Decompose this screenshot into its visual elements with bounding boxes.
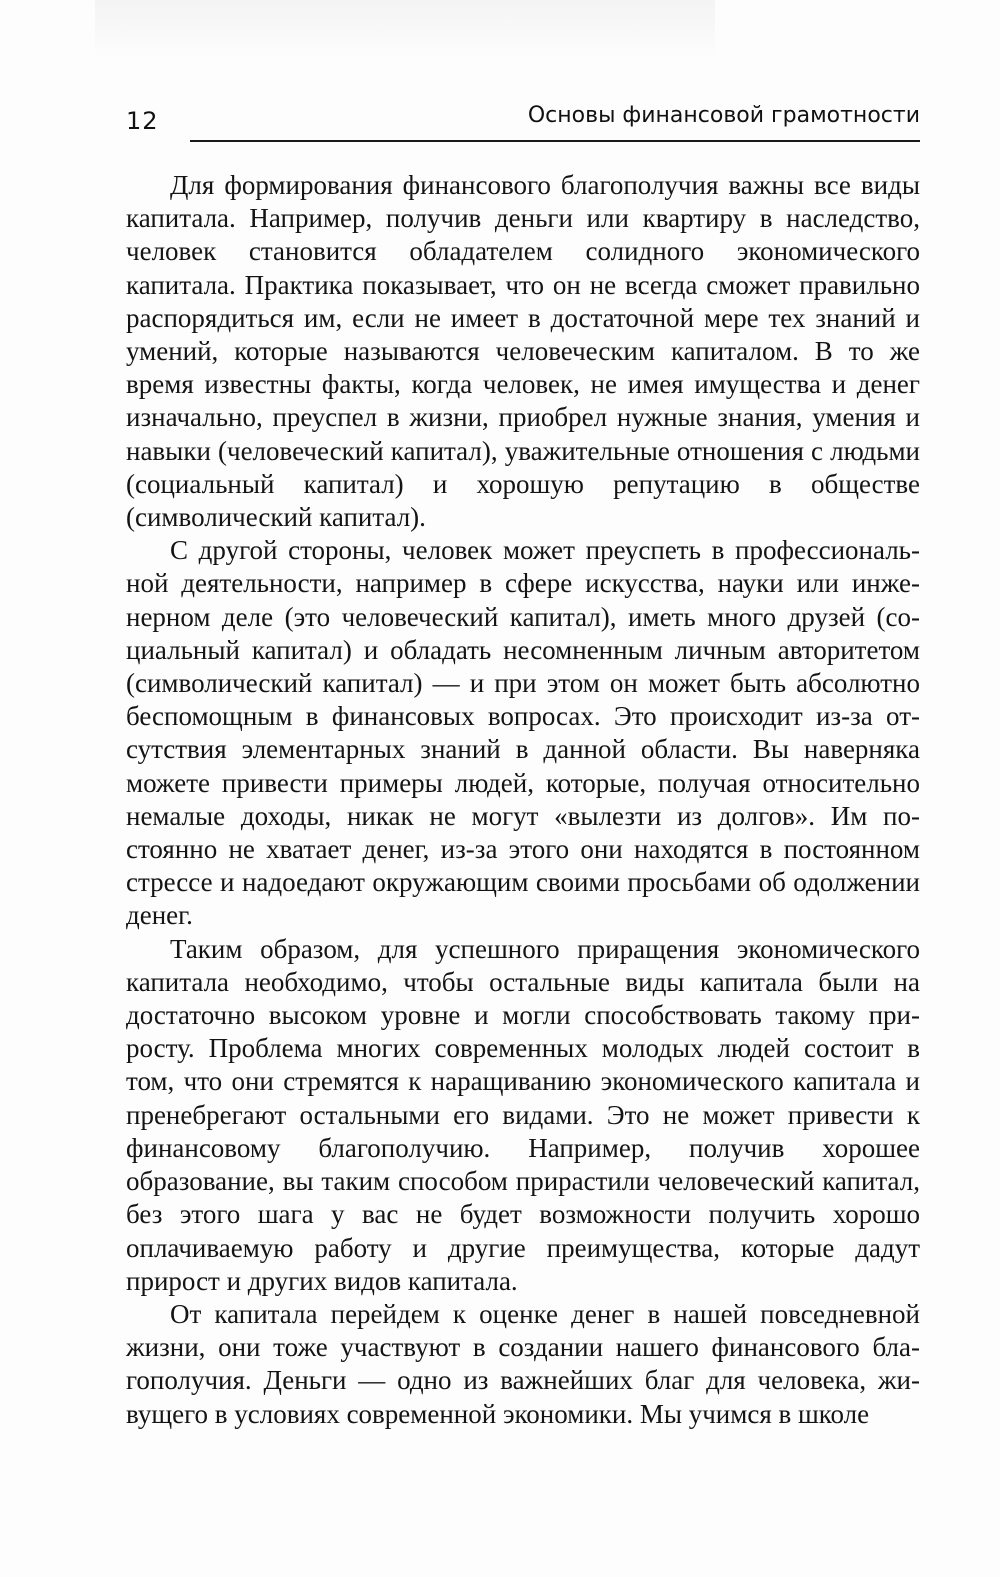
paragraph-3: Таким образом, для успешного приращения экономического капитала необходимо, чтобы остальные виды капитала были на достаточно высоком уровне и могли способствовать такому приросту. Проблема многих современных молодых людей состоит в том, что они стремятся к наращиванию экономического капитала и пренебрегают остальными его видами. Это не может привести к финансовому благополучию. Например, получив хорошее образование, вы таким способом прирастили человеческий капитал, без этого шага у вас не будет возможности получить хорошо оплачиваемую работу и другие преимущества, которые дадут прирост и других видов капитала. (126, 933, 920, 1296)
paragraph-4: От капитала перейдем к оценке денег в нашей повседневной жизни, они тоже участвуют в создании нашего финансового благополучия. Деньги — одно из важнейших благ для человека, живущего в условиях современной экономики. Мы учимся в школе (126, 1298, 920, 1429)
book-title: Основы финансовой грамотности (527, 103, 920, 128)
body-text (126, 169, 920, 1431)
page-number: 12 (126, 107, 159, 135)
header-rule (190, 140, 920, 142)
running-header (126, 100, 920, 140)
paragraph-1: Для формирования финансового благополучия важны все виды капитала. Например, получив деньги или квартиру в наследство, человек становится обладателем солидного экономического капитала. Практика показывает, что он не всегда сможет правильно распорядиться им, если не имеет в достаточной мере тех знаний и умений, которые называются человеческим капиталом. В то же время известны факты, когда человек, не имея имущества и денег изначально, преуспел в жизни, приобрел нужные знания, умения и навыки (человеческий капитал), уважительные отношения с людьми (социальный капитал) и хорошую репутацию в обществе (символический капитал). (126, 170, 920, 533)
paragraph-2: С другой стороны, человек может преуспеть в профессиональной деятельности, например в сфере искусства, науки или инженерном деле (это человеческий капитал), иметь много друзей (социальный капитал) и обладать несомненным личным авторитетом (символический капитал) — и при этом он может быть абсолютно беспомощным в финансовых вопросах. Это происходит из-за отсутствия элементарных знаний в данной области. Вы наверняка можете привести примеры людей, которые, получая относительно немалые доходы, никак не могут «вылезти из долгов». Им постоянно не хватает денег, из-за этого они находятся в постоянном стрессе и надоедают окружающим своими просьбами об одолжении денег. (126, 535, 920, 931)
scan-shadow (95, 0, 715, 60)
